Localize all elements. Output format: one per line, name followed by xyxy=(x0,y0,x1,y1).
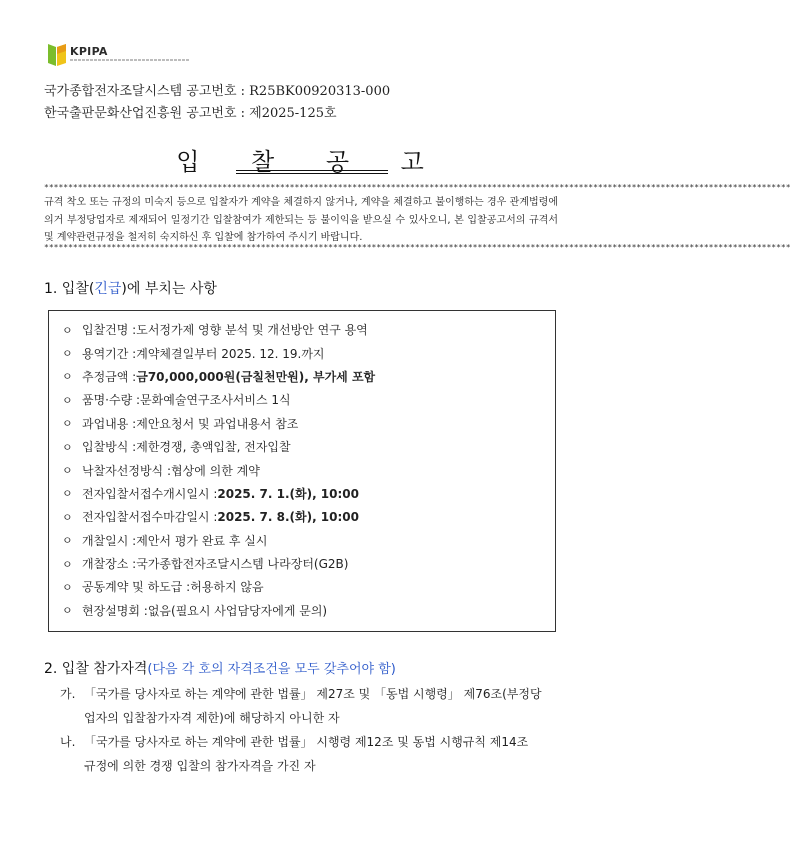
list-item xyxy=(62,365,375,388)
g2b-notice-number: 국가종합전자조달시스템 공고번호 : R25BK00920313-000 xyxy=(44,84,391,99)
list-item xyxy=(62,412,375,435)
item-value: 제안요청서 및 과업내용서 참조 xyxy=(136,416,299,431)
bullet-icon: ㅇ xyxy=(62,487,73,501)
bid-details-list xyxy=(62,318,375,622)
list-item xyxy=(62,575,375,598)
bullet-icon: ㅇ xyxy=(62,580,73,594)
bullet-icon: ㅇ xyxy=(62,534,73,548)
item-value: 계약체결일부터 2025. 12. 19.까지 xyxy=(136,346,325,361)
item-label: 추정금액 : xyxy=(82,369,137,384)
bullet-icon: ㅇ xyxy=(62,440,73,454)
bullet-icon: ㅇ xyxy=(62,370,73,384)
item-value: 제안서 평가 완료 후 실시 xyxy=(136,533,268,548)
qualification-na-line2: 규정에 의한 경쟁 입찰의 참가자격을 가진 자 xyxy=(84,759,316,773)
item-label: 개찰일시 : xyxy=(82,533,137,548)
list-item xyxy=(62,388,375,411)
item-value: 국가종합전자조달시스템 나라장터(G2B) xyxy=(136,557,349,572)
list-item xyxy=(62,318,375,341)
warning-paragraph: 규격 착오 또는 규정의 미숙지 등으로 입찰자가 계약을 체결하지 않거나, 계약을 체결하고 불이행하는 경우 관계법령에 의거 부정당업자로 제재되어 일정기간 입찰참여가 제한되는 등 불이익을 받으실 수 있사오니, 본 입찰공고서의 규격서 및 계약관련규정을 철저히 숙지하신 후 입찰에 참가하여 주시기 바랍니다. xyxy=(44,197,558,243)
section2-title xyxy=(44,658,396,678)
star-divider-top: *********************************************************************************************************************************************************** xyxy=(44,183,791,192)
bullet-icon: ㅇ xyxy=(62,510,73,524)
section2-title-pre: 2. 입찰 참가자격 xyxy=(44,661,148,677)
kpipa-notice-number: 한국출판문화산업진흥원 공고번호 : 제2025-125호 xyxy=(44,106,337,121)
section1-title xyxy=(44,278,217,298)
list-item xyxy=(62,341,375,364)
item-label: 낙찰자선정방식 : xyxy=(82,463,172,478)
item-value: 2025. 7. 1.(화), 10:00 xyxy=(217,486,359,501)
page-title: 입 찰 공 고 xyxy=(176,148,446,176)
item-value: 도서정가제 영향 분석 및 개선방안 연구 용역 xyxy=(136,323,368,338)
list-item xyxy=(62,458,375,481)
bullet-icon: ㅇ xyxy=(62,417,73,431)
item-label: 개찰장소 : xyxy=(82,557,137,572)
list-item xyxy=(62,552,375,575)
bullet-icon: ㅇ xyxy=(62,323,73,337)
item-label: 전자입찰서접수개시일시 : xyxy=(82,486,218,501)
list-item xyxy=(62,435,375,458)
item-label: 전자입찰서접수마감일시 : xyxy=(82,510,218,525)
bullet-icon: ㅇ xyxy=(62,464,73,478)
item-label: 용역기간 : xyxy=(82,346,137,361)
item-label: 현장설명회 : xyxy=(82,603,148,618)
qualification-ga-line1: 「국가를 당사자로 하는 계약에 관한 법률」 제27조 및 「동법 시행령」 제76조(부정당 xyxy=(84,687,542,701)
title-underline xyxy=(236,170,388,171)
list-item xyxy=(62,599,375,622)
item-value: 허용하지 않음 xyxy=(190,580,264,595)
section1-title-urgent: 긴급 xyxy=(94,281,122,297)
logo-wordmark: KPIPA xyxy=(70,45,108,58)
item-value: 제한경쟁, 총액입찰, 전자입찰 xyxy=(136,440,291,455)
section1-title-pre: 1. 입찰( xyxy=(44,281,95,297)
item-value: 2025. 7. 8.(화), 10:00 xyxy=(217,510,359,525)
list-item xyxy=(62,529,375,552)
list-item xyxy=(62,505,375,528)
qualification-marker-na: 나. xyxy=(60,735,76,749)
qualification-na-line1: 「국가를 당사자로 하는 계약에 관한 법률」 시행령 제12조 및 동법 시행규칙 제14조 xyxy=(84,735,529,749)
qualification-ga-line2: 업자의 입찰참가자격 제한)에 해당하지 아니한 자 xyxy=(84,711,340,725)
item-label: 품명·수량 : xyxy=(82,393,141,408)
bullet-icon: ㅇ xyxy=(62,393,73,407)
list-item xyxy=(62,482,375,505)
item-value: 문화예술연구조사서비스 1식 xyxy=(140,393,291,408)
item-label: 입찰건명 : xyxy=(82,323,137,338)
bullet-icon: ㅇ xyxy=(62,604,73,618)
bullet-icon: ㅇ xyxy=(62,347,73,361)
section1-title-post: )에 부치는 사항 xyxy=(121,281,217,297)
star-divider-bottom: *********************************************************************************************************************************************************** xyxy=(44,243,791,252)
kpipa-logo-mark-icon xyxy=(48,44,68,66)
item-value: 협상에 의한 계약 xyxy=(171,463,260,478)
item-label: 과업내용 : xyxy=(82,416,137,431)
logo-subtitle-graphic xyxy=(70,59,190,61)
bullet-icon: ㅇ xyxy=(62,557,73,571)
item-value: 금70,000,000원(금칠천만원), 부가세 포함 xyxy=(136,369,376,384)
item-value: 없음(필요시 사업담당자에게 문의) xyxy=(147,603,328,618)
item-label: 입찰방식 : xyxy=(82,440,137,455)
qualification-marker-ga: 가. xyxy=(60,687,76,701)
title-underline-second xyxy=(236,173,388,174)
item-label: 공동계약 및 하도급 : xyxy=(82,580,191,595)
section2-title-condition: (다음 각 호의 자격조건을 모두 갖추어야 함) xyxy=(147,662,396,677)
kpipa-logo xyxy=(48,44,108,70)
